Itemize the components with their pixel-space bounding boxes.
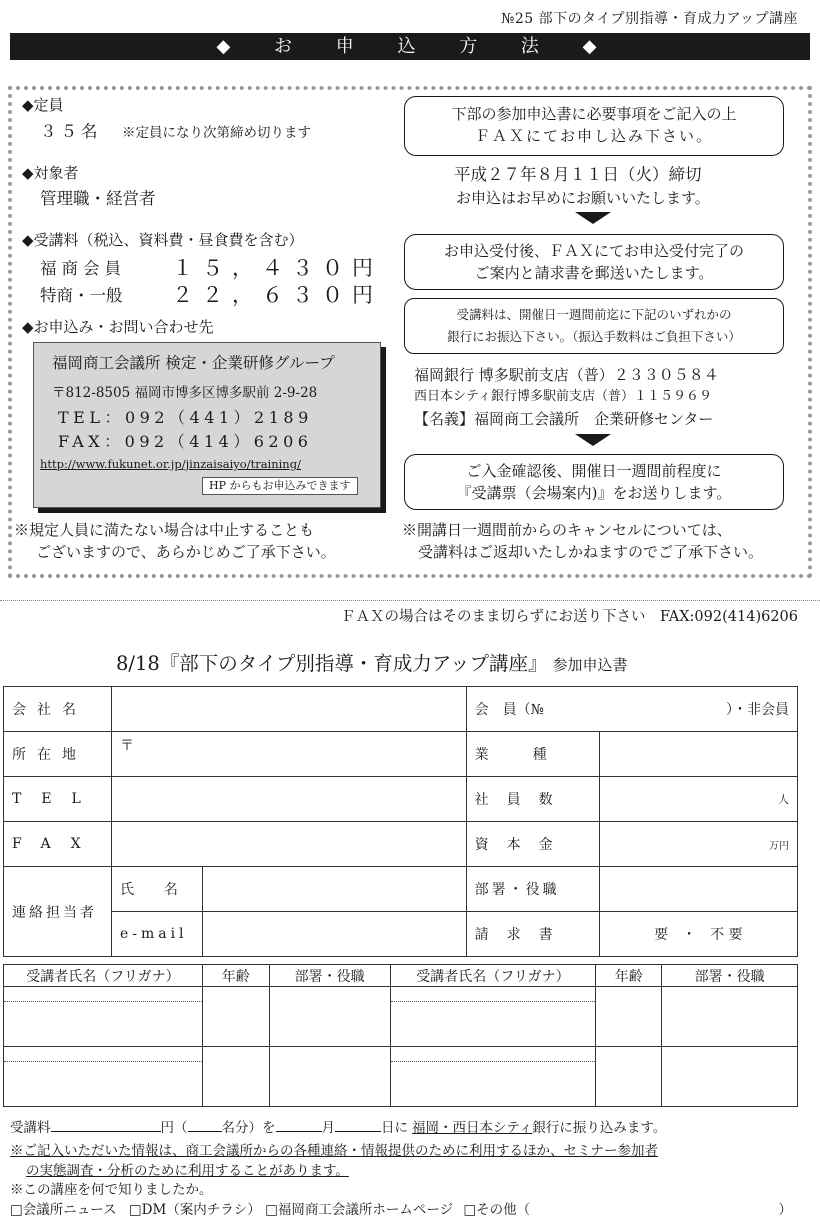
invoice-choice[interactable]: 要 ・ 不 要 [599, 912, 797, 957]
deadline-note: お申込はお早めにお願いいたします。 [456, 189, 710, 207]
fee-label-member: 福商会員 [40, 259, 126, 278]
option-news-checkbox[interactable]: □会議所ニュース [10, 1202, 117, 1218]
payment-statement [10, 1118, 666, 1138]
target-value: 管理職・経営者 [40, 189, 156, 208]
people-count-blank[interactable] [188, 1118, 222, 1132]
company-label: 会社名 [4, 687, 112, 732]
contact-url-link[interactable]: http://www.fukunet.or.jp/jinzaisaiyo/training/ [40, 457, 301, 471]
document-number: №25 部下のタイプ別指導・育成力アップ講座 [501, 11, 798, 27]
attendee-name-field[interactable] [390, 1047, 596, 1107]
option-homepage-checkbox[interactable]: □福岡商工会議所ホームページ [265, 1202, 454, 1218]
capital-field[interactable] [599, 822, 797, 867]
attendee-name-header: 受講者氏名（フリガナ） [390, 965, 596, 987]
fee-label-general: 特商・一般 [40, 286, 123, 305]
table-row [4, 987, 798, 1047]
capital-unit: 万円 [769, 840, 789, 852]
fax-label: FAX [4, 822, 112, 867]
employees-field[interactable] [599, 777, 797, 822]
table-row [4, 1047, 798, 1107]
email-label: e-mail [111, 912, 202, 957]
fee-d: 月 [321, 1120, 335, 1136]
member-field[interactable] [466, 687, 797, 732]
postal-mark: 〒 [119, 738, 134, 754]
address-field[interactable] [111, 732, 466, 777]
fee-c: 名分）を [221, 1120, 276, 1136]
step3-line2: 銀行にお振込下さい。（振込手数料はご負担下さい） [447, 329, 741, 344]
attendee-dept-field[interactable] [269, 987, 390, 1047]
capacity-note: ※定員になり次第締め切ります [122, 125, 311, 141]
attendee-age-field[interactable] [202, 1047, 269, 1107]
company-field[interactable] [111, 687, 466, 732]
capacity-value: ３５名 [40, 122, 102, 141]
fee-f: 銀行に振り込みます。 [532, 1120, 667, 1136]
attendee-table [3, 964, 798, 1107]
step-payment-box [404, 298, 784, 354]
arrow-down-icon [575, 212, 611, 224]
bank-1: 福岡銀行 博多駅前支店（普）２３３０５８４ [414, 366, 719, 384]
cut-line [0, 600, 820, 601]
industry-label: 業種 [466, 732, 599, 777]
attendee-dept-field[interactable] [269, 1047, 390, 1107]
employees-unit: 人 [778, 793, 789, 806]
form-title [116, 648, 628, 676]
form-title-suffix: 参加申込書 [552, 656, 628, 674]
member-tail: ）・非会員 [726, 702, 789, 718]
fee-amount-blank[interactable] [51, 1118, 161, 1132]
attendee-dept-field[interactable] [662, 987, 798, 1047]
name-label: 氏 名 [111, 867, 202, 912]
attendee-age-field[interactable] [202, 987, 269, 1047]
bank-names: 福岡・西日本シティ [412, 1120, 533, 1136]
application-form [3, 686, 798, 957]
capacity-heading: ◆定員 [22, 96, 64, 114]
furigana-divider [4, 1001, 202, 1002]
step4-line2: 『受講票（会場案内)』をお送りします。 [456, 484, 732, 502]
contact-person-label: 連絡担当者 [4, 867, 112, 957]
invoice-label: 請求書 [466, 912, 599, 957]
attendee-age-header: 年齢 [596, 965, 662, 987]
step2-line1: お申込受付後、ＦＡＸにてお申込受付完了の [443, 242, 744, 260]
arrow-down-icon [575, 434, 611, 446]
fee-price-member: １５，４３０円 [172, 256, 382, 280]
step2-line2: ご案内と請求書を郵送いたします。 [474, 264, 714, 282]
tel-field[interactable] [111, 777, 466, 822]
attendee-age-header: 年齢 [202, 965, 269, 987]
attendee-dept-field[interactable] [662, 1047, 798, 1107]
fax-field[interactable] [111, 822, 466, 867]
fee-price-general: ２２，６３０円 [172, 283, 382, 307]
attendee-name-header: 受講者氏名（フリガナ） [4, 965, 203, 987]
form-title-main: 8/18『部下のタイプ別指導・育成力アップ講座』 [116, 652, 548, 675]
bank-2: 西日本シティ銀行博多駅前支店（普）１１５９６９ [414, 389, 712, 404]
privacy-note-2: の実態調査・分析のために利用することがあります。 [26, 1163, 349, 1179]
address-label: 所在地 [4, 732, 112, 777]
section-title-bar: ◆ お 申 込 方 法 ◆ [10, 33, 810, 60]
step3-line1: 受講料は、開催日一週間前迄に下記のいずれかの [456, 307, 732, 322]
attendee-name-field[interactable] [390, 987, 596, 1047]
target-heading: ◆対象者 [22, 164, 79, 182]
step1-line2: ＦＡＸにてお申し込み下さい。 [474, 127, 713, 145]
capital-label: 資本金 [466, 822, 599, 867]
step4-line1: ご入金確認後、開催日一週間前程度に [466, 462, 722, 480]
refund-note-1: ※開講日一週間前からのキャンセルについては、 [402, 521, 732, 539]
cancel-note-1: ※規定人員に満たない場合は中止することも [14, 521, 315, 539]
fee-e: 日に [381, 1120, 408, 1136]
fee-a: 受講料 [10, 1120, 51, 1136]
contact-box [33, 342, 381, 508]
bank-holder: 【名義】福岡商工会議所 企業研修センター [414, 410, 714, 428]
attendee-dept-header: 部署・役職 [269, 965, 390, 987]
contact-org: 福岡商工会議所 検定・企業研修グループ [52, 354, 335, 372]
name-field[interactable] [202, 867, 466, 912]
tel-label: TEL [4, 777, 112, 822]
contact-heading: ◆お申込み・お問い合わせ先 [22, 318, 214, 336]
step1-line1: 下部の参加申込書に必要事項をご記入の上 [451, 105, 737, 123]
fee-b: 円（ [160, 1120, 188, 1136]
privacy-note-1: ※ご記入いただいた情報は、商工会議所からの各種連絡・情報提供のために利用するほか、セミナー参加者 [10, 1143, 658, 1159]
fax-notice: ＦＡＸの場合はそのまま切らずにお送り下さい FAX:092(414)6206 [340, 609, 798, 625]
cancel-note-2: ございますので、あらかじめご了承下さい。 [36, 543, 336, 561]
contact-address: 〒812-8505 福岡市博多区博多駅前 2-9-28 [52, 385, 318, 401]
member-label: 会 員（№ [474, 702, 544, 718]
industry-field[interactable] [599, 732, 797, 777]
day-blank[interactable] [335, 1118, 381, 1132]
fee-heading: ◆受講料（税込、資料費・昼食費を含む） [22, 231, 304, 249]
option-other-close: ） [778, 1202, 792, 1218]
contact-fax: FAX：092（414）6206 [58, 432, 313, 451]
furigana-divider [4, 1061, 202, 1062]
email-field[interactable] [202, 912, 466, 957]
survey-question: ※この講座を何で知りましたか。 [10, 1182, 213, 1198]
option-other-checkbox[interactable]: □その他（ [463, 1202, 531, 1218]
refund-note-2: 受講料はご返却いたしかねますのでご了承下さい。 [418, 543, 764, 561]
employees-label: 社員数 [466, 777, 599, 822]
furigana-divider [391, 1061, 596, 1062]
attendee-name-field[interactable] [4, 1047, 203, 1107]
attendee-age-field[interactable] [596, 1047, 662, 1107]
survey-options [10, 1200, 800, 1220]
step-fax-apply-box [404, 96, 784, 156]
attendee-age-field[interactable] [596, 987, 662, 1047]
deadline: 平成２７年８月１１日（火）締切 [454, 165, 702, 184]
attendee-name-field[interactable] [4, 987, 203, 1047]
dept-label: 部署・役職 [466, 867, 599, 912]
month-blank[interactable] [276, 1118, 322, 1132]
option-dm-checkbox[interactable]: □DM（案内チラシ） [128, 1202, 261, 1218]
attendee-dept-header: 部署・役職 [662, 965, 798, 987]
contact-tel: TEL：092（441）2189 [58, 408, 313, 427]
hp-note: HP からもお申込みできます [202, 477, 358, 495]
step-ticket-box [404, 454, 784, 510]
furigana-divider [391, 1001, 596, 1002]
step-confirm-box [404, 234, 784, 290]
dept-field[interactable] [599, 867, 797, 912]
